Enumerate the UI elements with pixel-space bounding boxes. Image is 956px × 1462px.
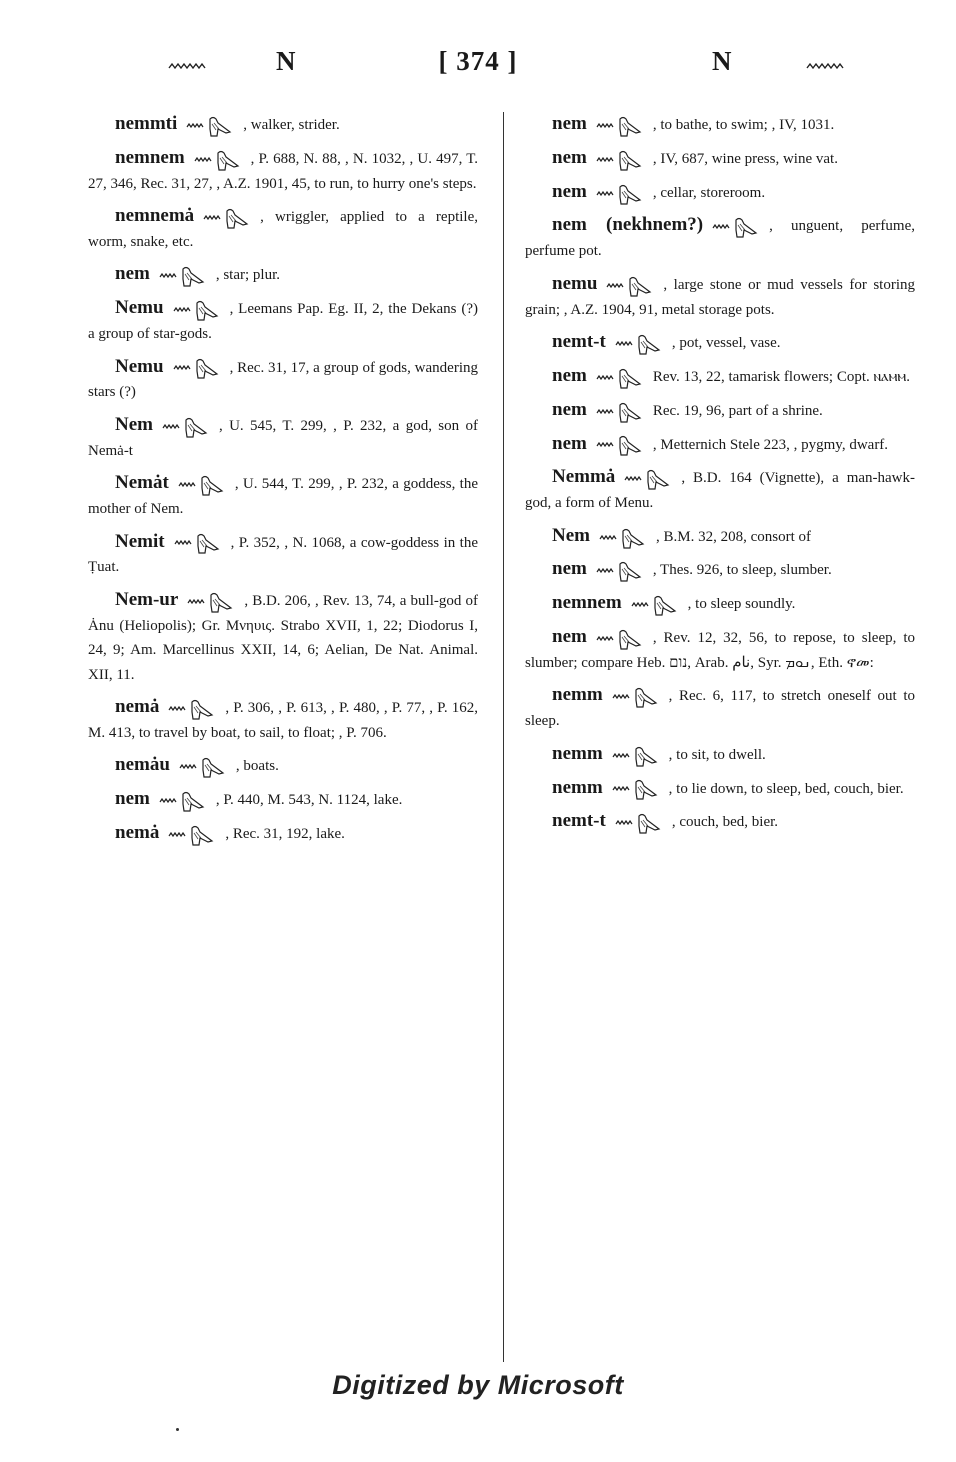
entry-headword: nem (nekhnem?) — [552, 214, 704, 236]
entry-definition: , B.D. 206, , Rev. 13, 74, a bull-god of Ȧnu (Heliopolis); Gr. Μνηυις. Strabo XVII, 1, 22; Diodorus I, 24, 9; Am. Marcellinus XXII, 14, 6; Aelian, De Nat. Animal. XII, 11. — [88, 592, 478, 683]
entry-definition: , cellar, storeroom. — [652, 184, 766, 201]
entry-headword: nemt-t — [552, 331, 606, 353]
entry-headword: nemmti — [115, 113, 178, 134]
digitized-watermark: Digitized by Microsoft — [332, 1370, 624, 1400]
entry-headword: nemu — [552, 272, 598, 294]
dictionary-entry — [525, 776, 915, 802]
dictionary-entry — [88, 787, 478, 813]
hieroglyph-group-icon — [179, 759, 233, 775]
dictionary-entry — [88, 530, 478, 580]
ink-dot — [176, 1428, 179, 1431]
hieroglyph-group-icon — [624, 471, 678, 487]
entry-headword: nem — [552, 113, 587, 134]
entry-definition: , U. 545, T. 299, , P. 232, a god, son of Nemȧ-t — [88, 417, 478, 459]
page-header — [0, 46, 956, 96]
entry-headword: nem — [552, 558, 587, 580]
hieroglyph-group-icon — [596, 437, 650, 453]
hieroglyph-group-icon — [612, 689, 666, 705]
hieroglyph-group-icon — [596, 630, 650, 646]
hieroglyph-group-icon — [631, 597, 685, 613]
entry-definition: , Leemans Pap. Eg. II, 2, the Dekans (?) a group of star-gods. — [88, 301, 478, 343]
dictionary-entry — [525, 112, 915, 138]
hieroglyph-group-icon — [194, 151, 248, 167]
left-column — [88, 112, 478, 855]
entry-definition: , P. 440, M. 543, N. 1124, lake. — [215, 792, 403, 809]
hieroglyph-group-icon — [203, 209, 257, 225]
dictionary-entry — [88, 753, 478, 779]
dictionary-entry — [88, 112, 478, 138]
entry-definition: , boats. — [235, 758, 279, 775]
right-column — [525, 112, 915, 843]
entry-headword: nemnem — [115, 146, 185, 168]
hieroglyph-group-icon — [168, 826, 222, 842]
hieroglyph-group-icon — [712, 219, 766, 235]
entry-definition: , P. 306, , P. 613, , P. 480, , P. 77, , P. 162, M. 413, to travel by boat, to sail, to float; , P. 706. — [88, 700, 478, 741]
dictionary-entry — [525, 146, 915, 172]
entry-headword: nemȧu — [115, 754, 170, 776]
entry-definition: , star; plur. — [215, 267, 280, 284]
dictionary-entry — [525, 465, 915, 515]
hieroglyph-group-icon — [606, 277, 660, 293]
hieroglyph-group-icon — [596, 151, 650, 167]
hieroglyph-group-icon — [159, 268, 213, 284]
dictionary-entry — [525, 364, 915, 390]
dictionary-entry — [88, 413, 478, 463]
entry-definition: , B.D. 164 (Vignette), a man-hawk-god, a form of Menu. — [525, 470, 915, 512]
water-sign-icon — [806, 62, 846, 72]
dictionary-entry — [88, 262, 478, 288]
dictionary-entry — [525, 742, 915, 768]
header-right-letter: N — [712, 46, 732, 76]
hieroglyph-group-icon — [615, 815, 669, 831]
entry-definition: Rev. 13, 22, tamarisk flowers; Copt. ⲛⲁⲙⲙ. — [652, 368, 911, 385]
entry-headword: nemnem — [552, 592, 622, 614]
entry-headword: nemȧ — [115, 696, 160, 718]
hieroglyph-group-icon — [596, 403, 650, 419]
hieroglyph-group-icon — [596, 185, 650, 201]
hieroglyph-group-icon — [168, 700, 222, 716]
hieroglyph-group-icon — [596, 369, 650, 385]
dictionary-entry — [88, 296, 478, 346]
entry-definition: , unguent, perfume, perfume pot. — [525, 218, 915, 260]
hieroglyph-group-icon — [187, 593, 241, 609]
dictionary-entry — [88, 695, 478, 745]
entry-definition: , B.M. 32, 208, consort of — [655, 528, 811, 545]
entry-headword: nem — [115, 263, 150, 285]
dictionary-entry — [88, 588, 478, 687]
entry-headword: Nemu — [115, 297, 164, 319]
page-number: [ 374 ] — [438, 46, 518, 76]
entry-headword: nem — [115, 788, 150, 810]
dictionary-entry — [525, 591, 915, 617]
hieroglyph-group-icon — [612, 781, 666, 797]
hieroglyph-group-icon — [612, 747, 666, 763]
hieroglyph-group-icon — [186, 117, 240, 133]
dictionary-entry — [525, 524, 915, 550]
dictionary-entry — [88, 355, 478, 405]
entry-definition: , Thes. 926, to sleep, slumber. — [652, 562, 832, 579]
entry-headword: nem — [552, 180, 587, 202]
dictionary-entry — [525, 213, 915, 263]
hieroglyph-group-icon — [159, 793, 213, 809]
dictionary-entry — [88, 471, 478, 521]
dictionary-entry — [525, 398, 915, 424]
entry-headword: Nemȧt — [115, 472, 169, 494]
entry-definition: , Rev. 12, 32, 56, to repose, to sleep, to slumber; compare Heb. נום, Arab. نام, Syr. ܢܘܡ, Eth. ኖመ: — [525, 630, 915, 671]
dictionary-entry — [525, 432, 915, 458]
entry-headword: nem — [552, 364, 587, 386]
entry-definition: , IV, 687, wine press, wine vat. — [652, 150, 838, 167]
entry-definition: , Rec. 6, 117, to stretch oneself out to sleep. — [525, 688, 915, 730]
hieroglyph-group-icon — [173, 360, 227, 376]
dictionary-entry — [525, 625, 915, 675]
hieroglyph-group-icon — [596, 563, 650, 579]
entry-headword: Nemu — [115, 355, 164, 377]
entry-definition: , P. 688, N. 88, , N. 1032, , U. 497, T. 27, 346, Rec. 31, 27, , A.Z. 1901, 45, to run, to hurry one's steps. — [88, 150, 478, 192]
entry-headword: nemt-t — [552, 810, 606, 832]
hieroglyph-group-icon — [162, 418, 216, 434]
entry-headword: nem — [552, 626, 587, 648]
entry-definition: , P. 352, , N. 1068, a cow-goddess in the Ṭuat. — [88, 534, 478, 576]
dictionary-entry — [525, 330, 915, 356]
hieroglyph-group-icon — [599, 529, 653, 545]
entry-headword: nemm — [552, 776, 603, 798]
dictionary-entry — [525, 557, 915, 583]
entry-headword: Nem-ur — [115, 588, 179, 610]
dictionary-entry — [88, 204, 478, 254]
entry-headword: nem — [552, 146, 587, 168]
column-divider — [503, 112, 504, 1362]
entry-headword: nemm — [552, 684, 603, 706]
entry-definition: , walker, strider. — [243, 117, 340, 133]
entry-definition: , large stone or mud vessels for storing grain; , A.Z. 1904, 91, metal storage pots. — [525, 276, 915, 318]
hieroglyph-group-icon — [173, 302, 227, 318]
dictionary-entry — [525, 272, 915, 322]
hieroglyph-group-icon — [596, 117, 650, 133]
entry-definition: , U. 544, T. 299, , P. 232, a goddess, the mother of Nem. — [88, 476, 478, 517]
entry-headword: Nemmȧ — [552, 466, 616, 488]
entry-headword: nem — [552, 432, 587, 454]
entry-headword: Nem — [552, 524, 590, 546]
entry-headword: nemm — [552, 742, 603, 764]
hieroglyph-group-icon — [615, 335, 669, 351]
dictionary-entry — [525, 683, 915, 733]
entry-headword: Nemit — [115, 530, 165, 552]
header-left-letter: N — [276, 46, 296, 76]
entry-definition: , to lie down, to sleep, bed, couch, bier. — [668, 780, 904, 797]
entry-definition: , pot, vessel, vase. — [671, 335, 781, 352]
dictionary-entry — [88, 146, 478, 196]
entry-headword: nemnemȧ — [115, 205, 195, 227]
entry-definition: , Rec. 31, 17, a group of gods, wandering stars (?) — [88, 359, 478, 401]
dictionary-entry — [525, 809, 915, 835]
entry-definition: , wriggler, applied to a reptile, worm, snake, etc. — [88, 209, 478, 250]
entry-definition: , couch, bed, bier. — [671, 814, 779, 831]
entry-definition: , to sleep soundly. — [687, 596, 796, 613]
entry-headword: Nem — [115, 413, 153, 435]
entry-definition: , Metternich Stele 223, , pygmy, dwarf. — [652, 436, 889, 453]
entry-definition: , to bathe, to swim; , IV, 1031. — [652, 117, 835, 133]
hieroglyph-group-icon — [174, 535, 228, 551]
dictionary-entry — [525, 180, 915, 206]
entry-headword: nemȧ — [115, 822, 160, 844]
entry-definition: , Rec. 31, 192, lake. — [225, 826, 345, 843]
dictionary-entry — [88, 821, 478, 847]
entry-headword: nem — [552, 398, 587, 420]
entry-definition: Rec. 19, 96, part of a shrine. — [652, 402, 823, 419]
hieroglyph-group-icon — [178, 477, 232, 493]
entry-definition: , to sit, to dwell. — [668, 746, 766, 763]
